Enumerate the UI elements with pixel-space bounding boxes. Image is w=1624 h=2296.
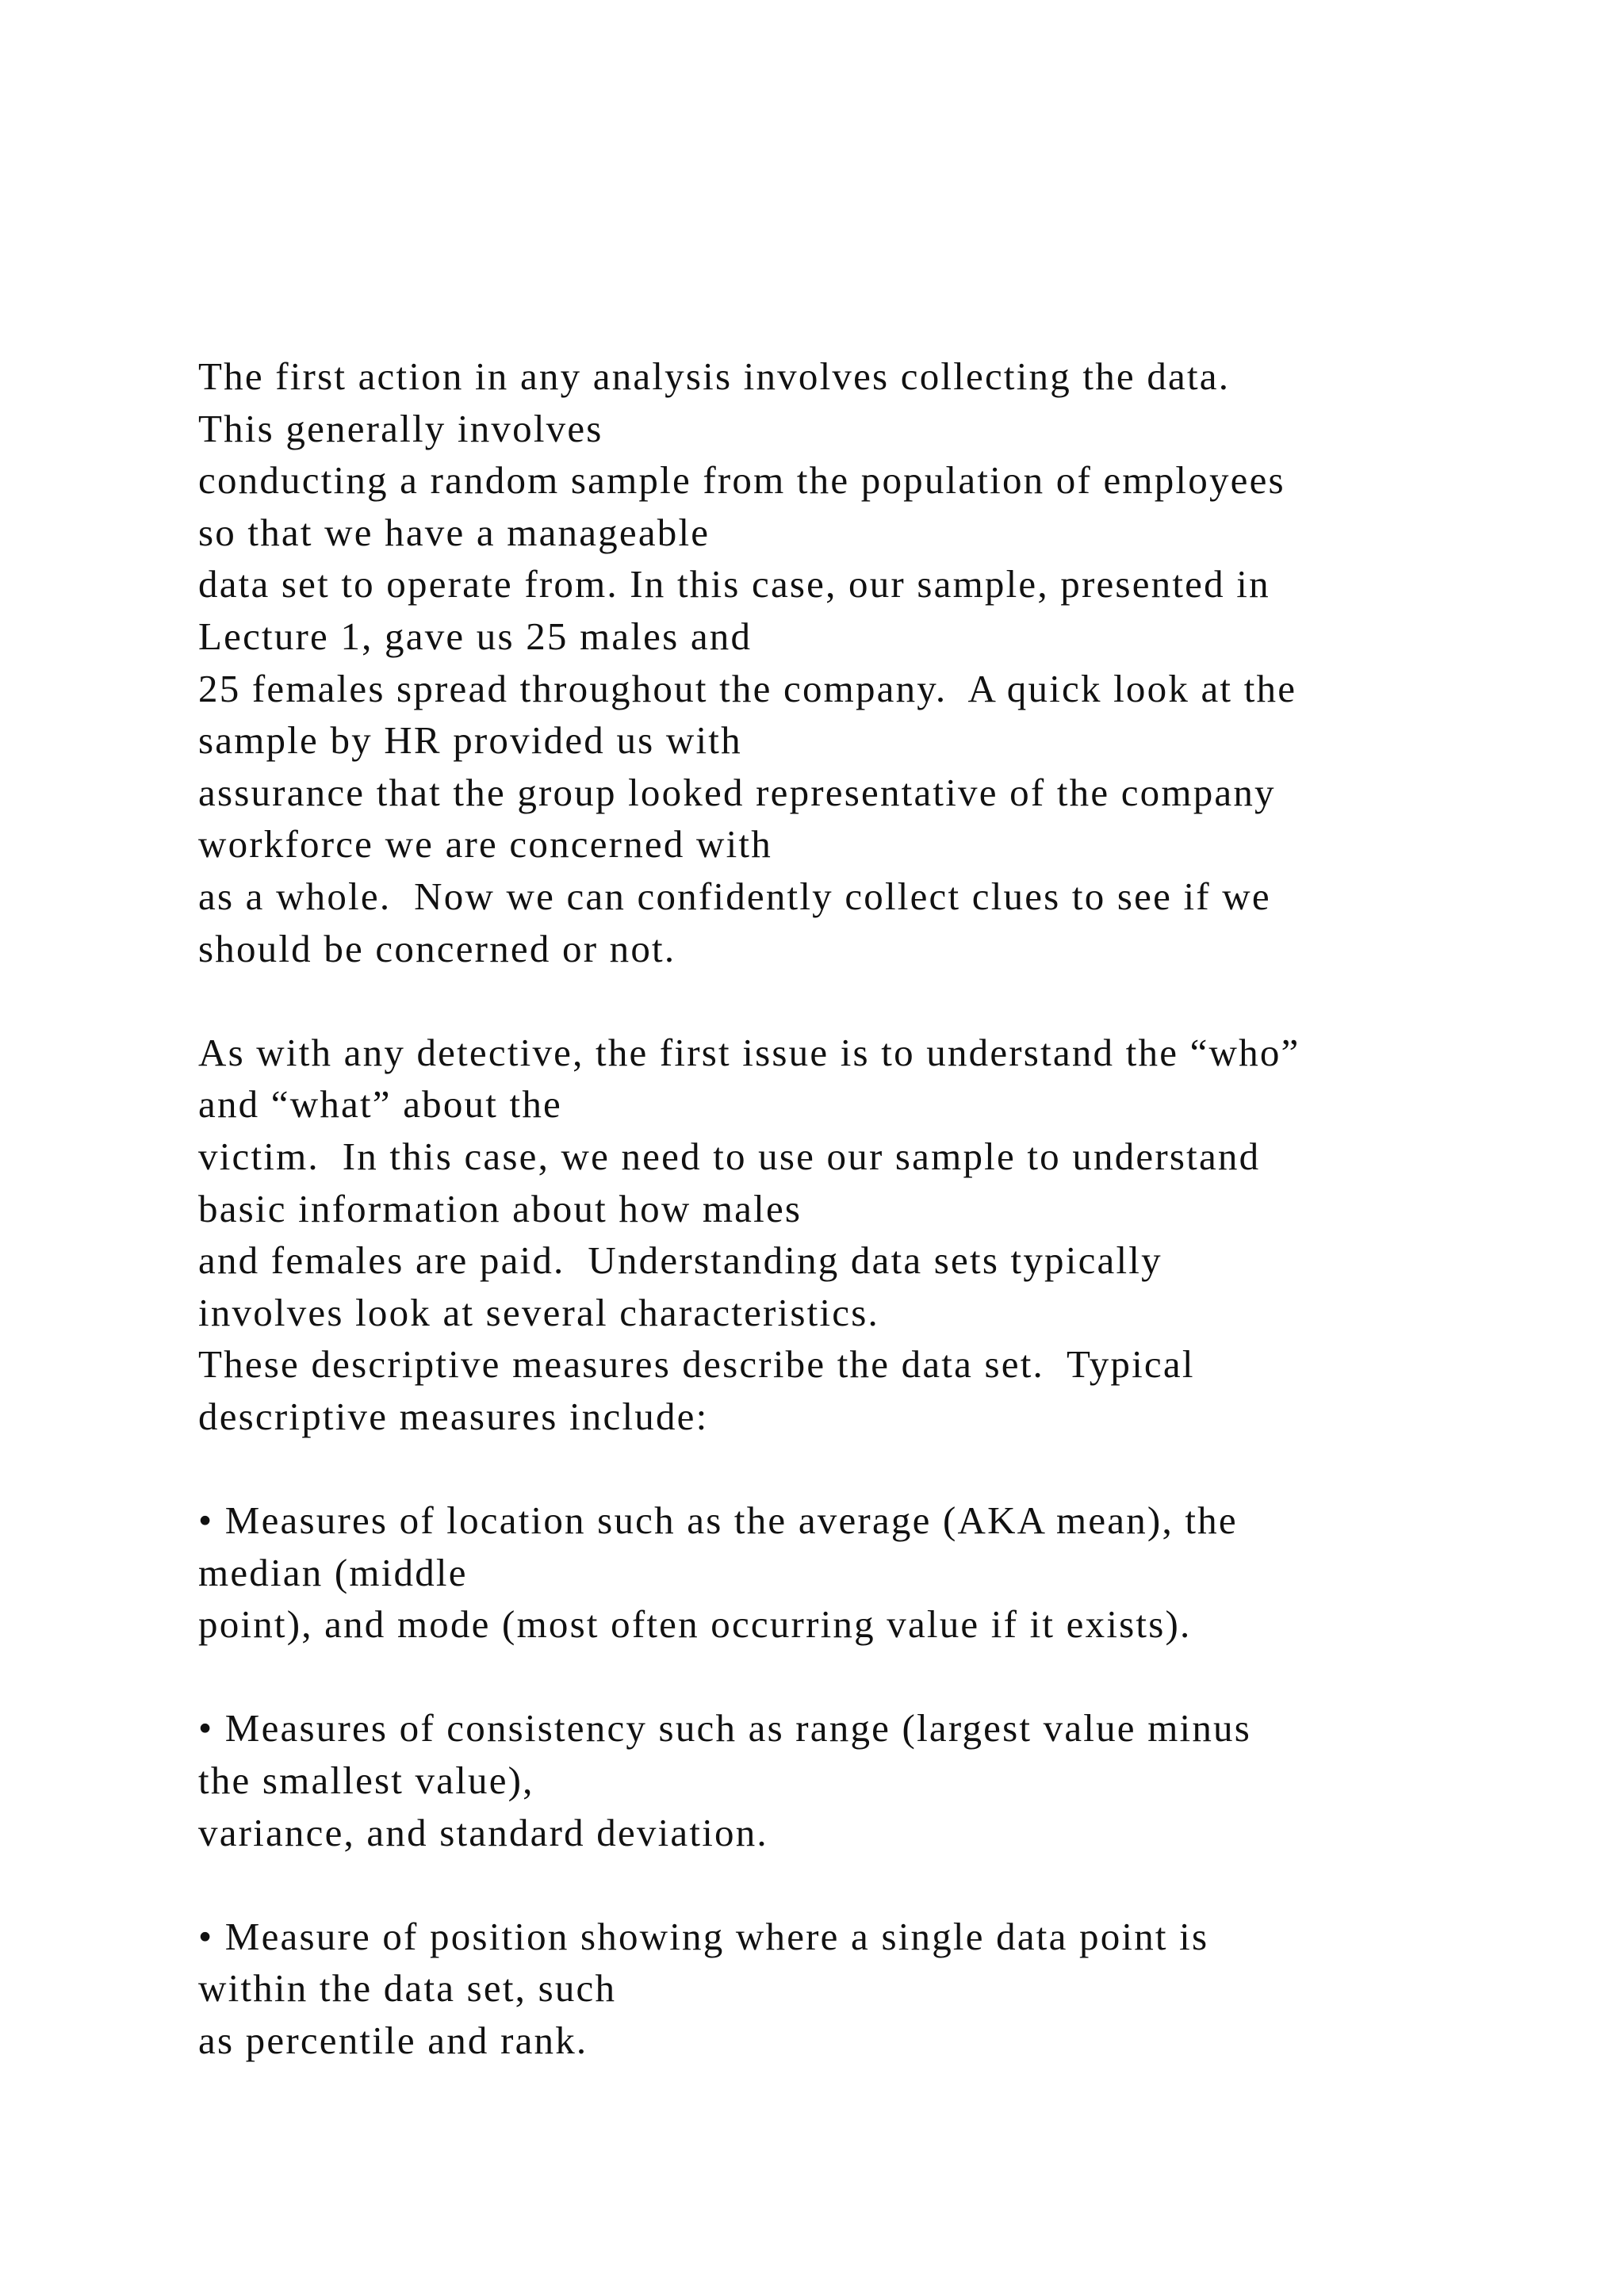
text-line: victim. In this case, we need to use our sample to understand [198, 1134, 1261, 1178]
bullet-line: • Measures of consistency such as range (largest value minus [198, 1706, 1252, 1751]
text-line: as a whole. Now we can confidently collect clues to see if we [198, 874, 1271, 918]
text-line: The first action in any analysis involves collecting the data. [198, 354, 1231, 398]
text-line: This generally involves [198, 406, 603, 450]
blank-line [198, 1858, 1546, 1911]
bullet-line: • Measure of position showing where a single data point is [198, 1914, 1209, 1958]
text-line: conducting a random sample from the population of employees [198, 458, 1285, 503]
text-line: involves look at several characteristics. [198, 1290, 879, 1334]
text-line: 25 females spread throughout the company. A quick look at the [198, 666, 1297, 710]
text-line: These descriptive measures describe the data set. Typical [198, 1342, 1195, 1387]
document-body [198, 350, 1546, 2067]
text-line: so that we have a manageable [198, 510, 710, 554]
text-line: sample by HR provided us with [198, 718, 742, 763]
blank-line [198, 1442, 1546, 1494]
text-line: should be concerned or not. [198, 926, 676, 970]
text-line: within the data set, such [198, 1966, 617, 2011]
text-line: data set to operate from. In this case, our sample, presented in [198, 562, 1270, 607]
text-line: As with any detective, the first issue is to understand the “who” [198, 1030, 1300, 1074]
text-line: basic information about how males [198, 1186, 802, 1230]
text-line: and females are paid. Understanding data sets typically [198, 1238, 1162, 1283]
text-line: variance, and standard deviation. [198, 1810, 768, 1854]
text-line: as percentile and rank. [198, 2019, 588, 2062]
text-line: and “what” about the [198, 1082, 562, 1127]
text-line: assurance that the group looked representative of the company [198, 770, 1276, 814]
text-line: the smallest value), [198, 1758, 534, 1803]
text-line: workforce we are concerned with [198, 822, 772, 867]
bullet-line: • Measures of location such as the average (AKA mean), the [198, 1498, 1238, 1543]
text-line: descriptive measures include: [198, 1394, 709, 1438]
text-line: median (middle [198, 1550, 468, 1594]
blank-line [198, 1651, 1546, 1703]
text-line: point), and mode (most often occurring value if it exists). [198, 1602, 1192, 1647]
blank-line [198, 974, 1546, 1027]
text-line: Lecture 1, gave us 25 males and [198, 614, 753, 658]
